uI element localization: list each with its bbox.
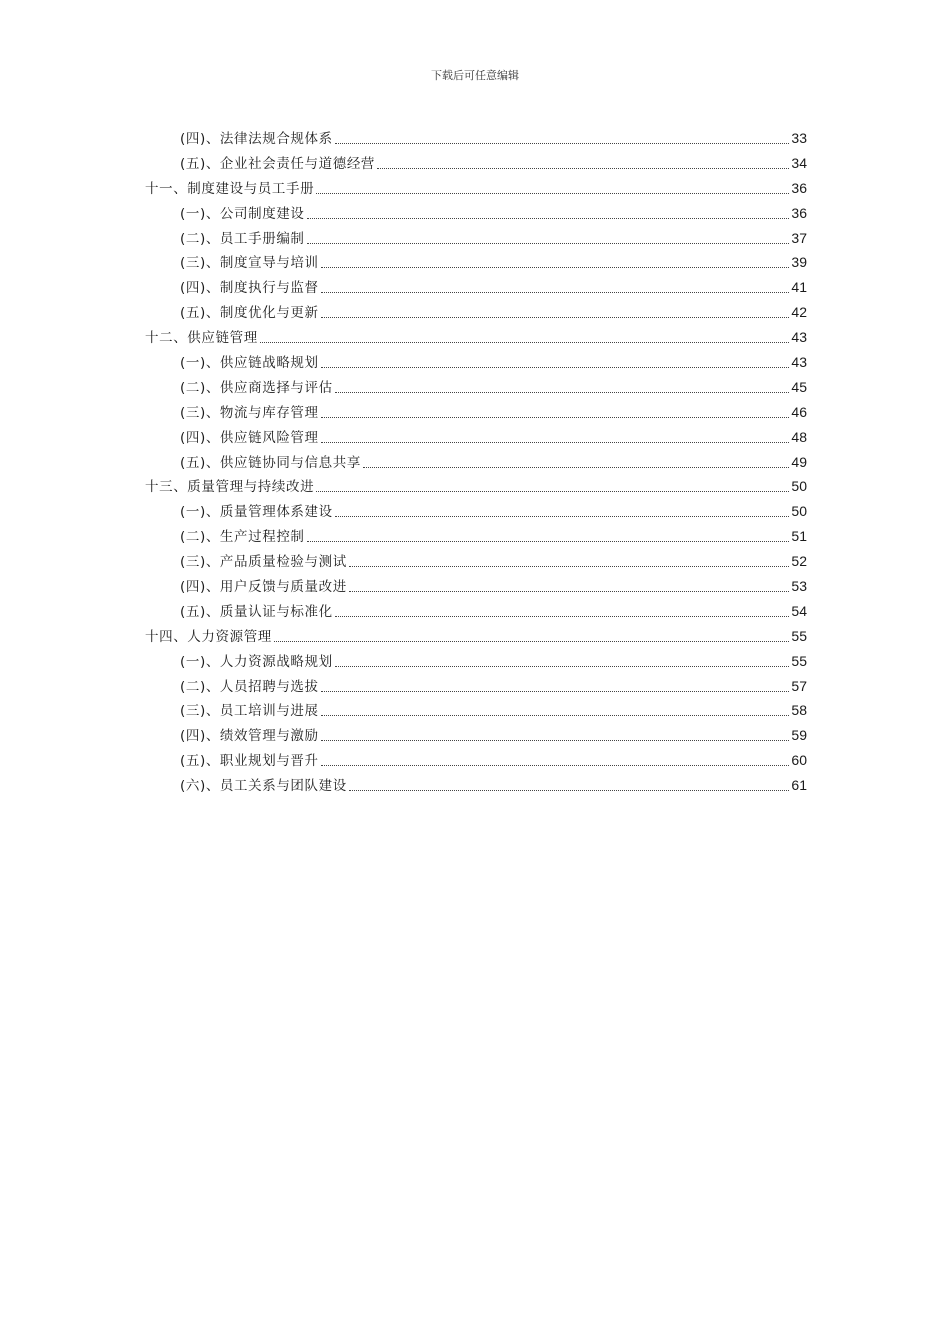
- toc-dot-leader: [335, 392, 790, 393]
- toc-dot-leader: [321, 765, 790, 766]
- toc-dot-leader: [321, 292, 790, 293]
- toc-page-number: 52: [791, 553, 807, 570]
- toc-entry-title: (二)、员工手册编制: [180, 230, 305, 247]
- toc-page-number: 55: [791, 652, 807, 669]
- toc-dot-leader: [321, 367, 790, 368]
- toc-section-entry[interactable]: [145, 226, 807, 251]
- toc-section-entry[interactable]: [145, 574, 807, 599]
- toc-section-entry[interactable]: [145, 773, 807, 798]
- toc-chapter-entry[interactable]: [145, 325, 807, 350]
- toc-section-entry[interactable]: [145, 748, 807, 773]
- toc-page-number: 46: [791, 403, 807, 420]
- toc-page-number: 58: [791, 702, 807, 719]
- toc-section-entry[interactable]: [145, 126, 807, 151]
- toc-entry-title: 十四、人力资源管理: [145, 628, 272, 645]
- toc-entry-title: 十二、供应链管理: [145, 330, 258, 347]
- toc-dot-leader: [307, 243, 790, 244]
- toc-page-number: 59: [791, 727, 807, 744]
- toc-entry-title: (二)、生产过程控制: [180, 529, 305, 546]
- toc-dot-leader: [316, 491, 789, 492]
- toc-page-number: 60: [791, 752, 807, 769]
- toc-section-entry[interactable]: [145, 450, 807, 475]
- toc-section-entry[interactable]: [145, 524, 807, 549]
- toc-page-number: 42: [791, 304, 807, 321]
- toc-page-number: 53: [791, 578, 807, 595]
- toc-entry-title: (六)、员工关系与团队建设: [180, 778, 347, 795]
- toc-page-number: 50: [791, 503, 807, 520]
- toc-dot-leader: [321, 442, 790, 443]
- toc-section-entry[interactable]: [145, 674, 807, 699]
- toc-page-number: 57: [791, 677, 807, 694]
- toc-section-entry[interactable]: [145, 151, 807, 176]
- toc-dot-leader: [321, 691, 790, 692]
- toc-entry-title: (一)、公司制度建设: [180, 205, 305, 222]
- toc-dot-leader: [321, 740, 790, 741]
- toc-page-number: 61: [791, 777, 807, 794]
- toc-dot-leader: [307, 218, 790, 219]
- toc-entry-title: (五)、供应链协同与信息共享: [180, 454, 361, 471]
- toc-entry-title: (一)、质量管理体系建设: [180, 504, 333, 521]
- toc-dot-leader: [307, 541, 790, 542]
- toc-entry-title: (四)、供应链风险管理: [180, 429, 319, 446]
- toc-entry-title: (三)、制度宣导与培训: [180, 255, 319, 272]
- toc-section-entry[interactable]: [145, 549, 807, 574]
- toc-chapter-entry[interactable]: [145, 176, 807, 201]
- toc-page-number: 41: [791, 279, 807, 296]
- toc-dot-leader: [349, 591, 790, 592]
- toc-entry-title: (四)、法律法规合规体系: [180, 131, 333, 147]
- toc-entry-title: (五)、制度优化与更新: [180, 305, 319, 322]
- toc-entry-title: (三)、员工培训与进展: [180, 703, 319, 720]
- toc-page-number: 34: [791, 154, 807, 171]
- toc-entry-title: (四)、绩效管理与激励: [180, 728, 319, 745]
- toc-page-number: 43: [791, 329, 807, 346]
- toc-dot-leader: [335, 516, 790, 517]
- toc-entry-title: (五)、质量认证与标准化: [180, 603, 333, 620]
- toc-dot-leader: [321, 417, 790, 418]
- table-of-contents: [145, 126, 807, 798]
- toc-dot-leader: [377, 168, 789, 169]
- toc-section-entry[interactable]: [145, 698, 807, 723]
- toc-entry-title: (三)、产品质量检验与测试: [180, 554, 347, 571]
- toc-dot-leader: [321, 267, 790, 268]
- toc-page-number: 37: [791, 229, 807, 246]
- toc-dot-leader: [363, 467, 789, 468]
- toc-entry-title: (一)、人力资源战略规划: [180, 653, 333, 670]
- toc-page-number: 45: [791, 378, 807, 395]
- toc-chapter-entry[interactable]: [145, 474, 807, 499]
- toc-section-entry[interactable]: [145, 723, 807, 748]
- toc-dot-leader: [274, 641, 790, 642]
- toc-page-number: 54: [791, 602, 807, 619]
- toc-entry-title: (二)、供应商选择与评估: [180, 379, 333, 396]
- toc-entry-title: (五)、企业社会责任与道德经营: [180, 155, 376, 172]
- toc-section-entry[interactable]: [145, 250, 807, 275]
- toc-section-entry[interactable]: [145, 375, 807, 400]
- toc-dot-leader: [335, 666, 790, 667]
- toc-entry-title: 十一、制度建设与员工手册: [145, 180, 315, 197]
- toc-dot-leader: [316, 193, 789, 194]
- toc-page-number: 36: [791, 204, 807, 221]
- toc-dot-leader: [349, 790, 790, 791]
- toc-entry-title: (二)、人员招聘与选拔: [180, 678, 319, 695]
- toc-chapter-entry[interactable]: [145, 624, 807, 649]
- toc-entry-title: 十三、质量管理与持续改进: [145, 479, 315, 496]
- toc-dot-leader: [260, 342, 790, 343]
- toc-section-entry[interactable]: [145, 400, 807, 425]
- toc-page-number: 49: [791, 453, 807, 470]
- toc-section-entry[interactable]: [145, 599, 807, 624]
- toc-section-entry[interactable]: [145, 201, 807, 226]
- toc-page-number: 43: [791, 354, 807, 371]
- toc-section-entry[interactable]: [145, 499, 807, 524]
- toc-entry-title: (三)、物流与库存管理: [180, 404, 319, 421]
- toc-page-number: 51: [791, 528, 807, 545]
- toc-dot-leader: [321, 317, 790, 318]
- toc-page-number: 48: [791, 428, 807, 445]
- toc-entry-title: (一)、供应链战略规划: [180, 355, 319, 372]
- toc-page-number: 36: [791, 179, 807, 196]
- toc-entry-title: (四)、用户反馈与质量改进: [180, 579, 347, 596]
- toc-entry-title: (四)、制度执行与监督: [180, 280, 319, 297]
- toc-section-entry[interactable]: [145, 350, 807, 375]
- toc-dot-leader: [349, 566, 790, 567]
- toc-page-number: 55: [791, 627, 807, 644]
- toc-entry-title: (五)、职业规划与晋升: [180, 753, 319, 770]
- toc-section-entry[interactable]: [145, 300, 807, 325]
- toc-dot-leader: [321, 715, 790, 716]
- toc-dot-leader: [335, 616, 790, 617]
- toc-section-entry[interactable]: [145, 425, 807, 450]
- page-header: 下载后可任意编辑: [431, 69, 519, 82]
- toc-page-number: 50: [791, 478, 807, 495]
- toc-section-entry[interactable]: [145, 649, 807, 674]
- toc-section-entry[interactable]: [145, 275, 807, 300]
- toc-dot-leader: [335, 143, 790, 144]
- toc-page-number: 39: [791, 254, 807, 271]
- toc-page-number: 33: [791, 130, 807, 146]
